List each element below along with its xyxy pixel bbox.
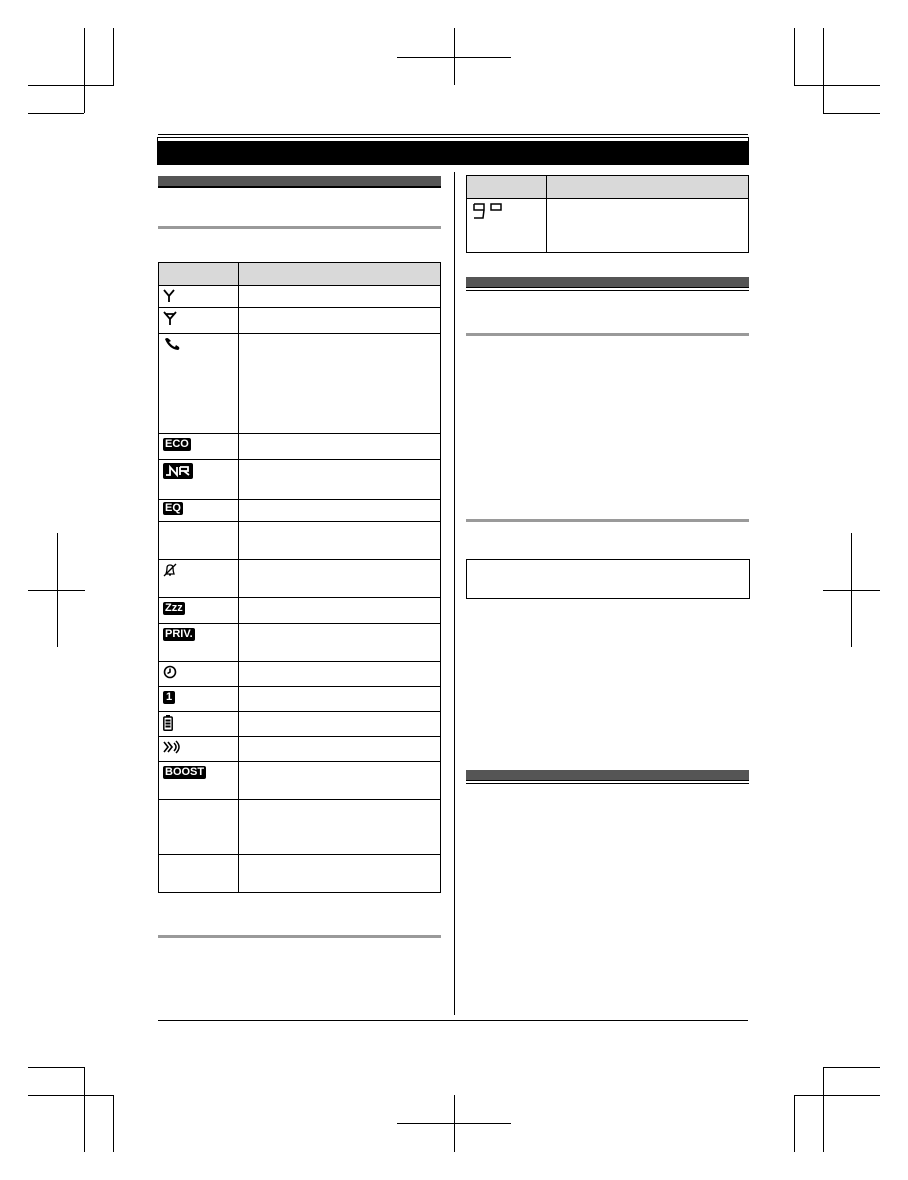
icon-description xyxy=(239,624,441,662)
crop-mark xyxy=(113,28,114,85)
icon-description xyxy=(239,712,441,737)
icon-description xyxy=(239,434,441,460)
ringer-off-icon xyxy=(163,563,177,577)
icon-description xyxy=(547,199,749,253)
footer-rule xyxy=(158,1020,748,1021)
crop-mark xyxy=(28,85,114,86)
crop-mark xyxy=(28,1067,85,1068)
section-bar xyxy=(466,277,749,288)
table-row xyxy=(159,687,441,712)
icon-description xyxy=(239,800,441,855)
icon-description xyxy=(239,855,441,893)
section-rule xyxy=(466,783,749,784)
battery-icon xyxy=(163,715,173,731)
registration-mark xyxy=(454,28,455,85)
crop-mark xyxy=(113,1095,114,1152)
icon-description xyxy=(239,460,441,500)
crop-mark xyxy=(28,113,84,114)
eco-badge-icon: ECO xyxy=(165,438,189,450)
table-row xyxy=(159,712,441,737)
table-row xyxy=(159,800,441,855)
crop-mark xyxy=(84,28,85,113)
icon-description xyxy=(239,500,441,522)
blank-icon-cell xyxy=(159,855,239,893)
meaning-column-header xyxy=(239,263,441,286)
eq-badge-icon: EQ xyxy=(165,502,181,514)
icon-column-header xyxy=(467,176,547,199)
registration-mark xyxy=(851,533,852,647)
subsection-rule xyxy=(466,333,749,336)
registration-mark xyxy=(57,533,58,647)
subsection-rule xyxy=(158,226,441,229)
crop-mark xyxy=(823,28,824,113)
section-bar xyxy=(158,176,441,187)
table-row xyxy=(159,286,441,308)
table-row xyxy=(159,434,441,460)
crop-mark xyxy=(794,1095,795,1152)
crop-mark xyxy=(794,28,795,85)
crop-mark xyxy=(28,1095,114,1096)
page-title xyxy=(158,143,164,158)
display-icons-table xyxy=(158,262,441,893)
table-row xyxy=(159,334,441,434)
table-header-row xyxy=(467,176,749,199)
crop-mark xyxy=(823,1067,880,1068)
icon-description xyxy=(239,662,441,687)
icon-description xyxy=(239,308,441,334)
column-divider xyxy=(454,172,455,1015)
table-row xyxy=(159,522,441,560)
blank-icon-cell xyxy=(159,522,239,560)
table-row xyxy=(159,560,441,598)
privacy-badge-icon: PRIV. xyxy=(165,628,193,640)
noise-reduction-icon xyxy=(163,463,193,479)
icon-description xyxy=(239,687,441,712)
table-row xyxy=(159,308,441,334)
display-icons-table-continued xyxy=(466,175,749,253)
crop-mark xyxy=(823,1067,824,1152)
icon-description xyxy=(239,560,441,598)
blank-icon-cell xyxy=(159,800,239,855)
section-rule xyxy=(158,187,441,188)
table-row xyxy=(159,500,441,522)
page-header-bar xyxy=(158,138,748,164)
section-rule xyxy=(466,290,749,291)
alarm-clock-icon xyxy=(163,665,177,679)
meaning-column-header xyxy=(547,176,749,199)
sleep-zzz-icon: Zzz xyxy=(165,602,183,614)
table-row xyxy=(159,762,441,800)
registration-mark xyxy=(454,1095,455,1152)
table-row xyxy=(159,737,441,762)
table-row xyxy=(159,460,441,500)
handset-number-icon: 1 xyxy=(163,691,175,704)
crop-mark xyxy=(794,85,880,86)
table-row xyxy=(467,199,749,253)
section-bar xyxy=(466,770,749,781)
table-row xyxy=(159,855,441,893)
table-header-row xyxy=(159,263,441,286)
phone-handset-icon xyxy=(163,337,181,351)
table-row xyxy=(159,662,441,687)
icon-description xyxy=(239,334,441,434)
icon-description xyxy=(239,737,441,762)
blocked-call-icon xyxy=(163,740,181,754)
table-row xyxy=(159,624,441,662)
icon-description xyxy=(239,522,441,560)
subsection-rule xyxy=(466,519,749,522)
crop-mark xyxy=(84,1067,85,1152)
subsection-rule xyxy=(158,935,441,938)
icon-column-header xyxy=(159,263,239,286)
icon-description xyxy=(239,762,441,800)
header-rule xyxy=(158,134,748,135)
antenna-flashing-icon xyxy=(163,311,177,325)
icon-description xyxy=(239,598,441,624)
icon-description xyxy=(239,286,441,308)
crop-mark xyxy=(823,113,880,114)
seven-segment-digits-icon xyxy=(471,202,507,222)
note-box xyxy=(466,559,750,599)
antenna-icon xyxy=(163,289,175,302)
crop-mark xyxy=(794,1095,880,1096)
table-row xyxy=(159,598,441,624)
boost-badge-icon: BOOST xyxy=(165,766,205,778)
